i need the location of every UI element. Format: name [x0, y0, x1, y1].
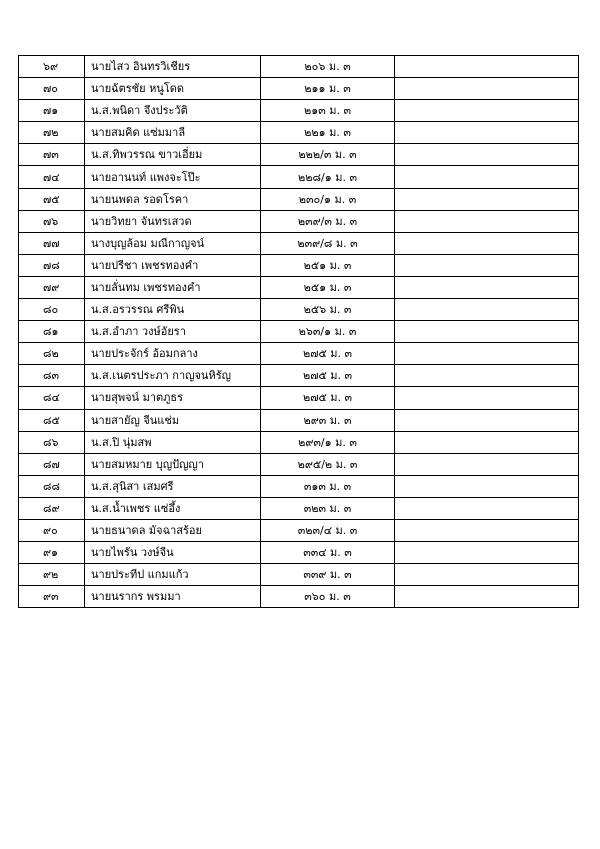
person-name: นายสมหมาย บุญปัญญา — [85, 453, 261, 475]
person-name: นายสุพจน์ มาตภูธร — [85, 387, 261, 409]
row-number: ๖๙ — [19, 56, 85, 78]
house-address: ๒๙๓ ม. ๓ — [261, 409, 395, 431]
person-name: นายสมคิด แซ่มมาลี — [85, 122, 261, 144]
house-address: ๒๕๑ ม. ๓ — [261, 254, 395, 276]
empty-cell — [395, 321, 579, 343]
house-address: ๒๓๙/๓ ม. ๓ — [261, 210, 395, 232]
empty-cell — [395, 276, 579, 298]
row-number: ๙๒ — [19, 564, 85, 586]
row-number: ๘๔ — [19, 387, 85, 409]
empty-cell — [395, 519, 579, 541]
table-row — [19, 343, 579, 365]
house-address: ๓๒๓ ม. ๓ — [261, 497, 395, 519]
house-address: ๒๓๐/๑ ม. ๓ — [261, 188, 395, 210]
person-name: นายสายัญ จีนแช่ม — [85, 409, 261, 431]
table-row — [19, 365, 579, 387]
empty-cell — [395, 409, 579, 431]
table-row — [19, 431, 579, 453]
table-row — [19, 475, 579, 497]
row-number: ๘๙ — [19, 497, 85, 519]
table-row — [19, 56, 579, 78]
table-row — [19, 210, 579, 232]
person-name: นายวิทยา จันทรเสวด — [85, 210, 261, 232]
empty-cell — [395, 475, 579, 497]
house-address: ๒๗๕ ม. ๓ — [261, 387, 395, 409]
empty-cell — [395, 122, 579, 144]
row-number: ๘๘ — [19, 475, 85, 497]
person-name: นายประจักร์ อ้อมกลาง — [85, 343, 261, 365]
table-row — [19, 299, 579, 321]
house-address: ๓๖๐ ม. ๓ — [261, 586, 395, 608]
house-address: ๒๒๒/๓ ม. ๓ — [261, 144, 395, 166]
empty-cell — [395, 365, 579, 387]
row-number: ๙๓ — [19, 586, 85, 608]
house-address: ๒๕๑ ม. ๓ — [261, 276, 395, 298]
row-number: ๗๘ — [19, 254, 85, 276]
person-name: นายอานนท์ แพงจะโป๊ะ — [85, 166, 261, 188]
row-number: ๙๐ — [19, 519, 85, 541]
person-name: นายนรากร พรมมา — [85, 586, 261, 608]
empty-cell — [395, 188, 579, 210]
person-name: นายปรีชา เพชรทองคำ — [85, 254, 261, 276]
house-address: ๓๓๙ ม. ๓ — [261, 564, 395, 586]
empty-cell — [395, 166, 579, 188]
row-number: ๘๓ — [19, 365, 85, 387]
row-number: ๗๔ — [19, 166, 85, 188]
table-row — [19, 564, 579, 586]
row-number: ๗๑ — [19, 100, 85, 122]
empty-cell — [395, 431, 579, 453]
empty-cell — [395, 343, 579, 365]
row-number: ๘๗ — [19, 453, 85, 475]
table-row — [19, 254, 579, 276]
table-row — [19, 78, 579, 100]
empty-cell — [395, 100, 579, 122]
house-address: ๒๙๕/๒ ม. ๓ — [261, 453, 395, 475]
row-number: ๗๗ — [19, 232, 85, 254]
house-address: ๓๓๔ ม. ๓ — [261, 542, 395, 564]
row-number: ๘๕ — [19, 409, 85, 431]
house-address: ๒๒๘/๑ ม. ๓ — [261, 166, 395, 188]
house-address: ๓๒๓/๔ ม. ๓ — [261, 519, 395, 541]
empty-cell — [395, 254, 579, 276]
table-row — [19, 586, 579, 608]
house-address: ๒๒๑ ม. ๓ — [261, 122, 395, 144]
row-number: ๗๖ — [19, 210, 85, 232]
row-number: ๗๕ — [19, 188, 85, 210]
person-name: นางบุญล้อม มณีกาญจน์ — [85, 232, 261, 254]
person-name: น.ส.ปิ นุ่มสพ — [85, 431, 261, 453]
empty-cell — [395, 78, 579, 100]
row-number: ๗๒ — [19, 122, 85, 144]
table-row — [19, 542, 579, 564]
empty-cell — [395, 144, 579, 166]
table-row — [19, 144, 579, 166]
person-name: นายลั่นทม เพชรทองคำ — [85, 276, 261, 298]
house-address: ๒๙๓/๑ ม. ๓ — [261, 431, 395, 453]
table-row — [19, 409, 579, 431]
house-address: ๒๓๙/๘ ม. ๓ — [261, 232, 395, 254]
table-row — [19, 232, 579, 254]
person-name: น.ส.ทิพวรรณ ขาวเอี่ยม — [85, 144, 261, 166]
empty-cell — [395, 453, 579, 475]
row-number: ๘๖ — [19, 431, 85, 453]
row-number: ๘๑ — [19, 321, 85, 343]
empty-cell — [395, 299, 579, 321]
person-name: น.ส.อำภา วงษ์อัยรา — [85, 321, 261, 343]
table-row — [19, 122, 579, 144]
house-address: ๒๑๓ ม. ๓ — [261, 100, 395, 122]
row-number: ๘๒ — [19, 343, 85, 365]
table-row — [19, 188, 579, 210]
row-number: ๙๑ — [19, 542, 85, 564]
row-number: ๗๓ — [19, 144, 85, 166]
house-address: ๒๕๖ ม. ๓ — [261, 299, 395, 321]
empty-cell — [395, 210, 579, 232]
row-number: ๗๙ — [19, 276, 85, 298]
row-number: ๗๐ — [19, 78, 85, 100]
table-row — [19, 387, 579, 409]
person-name: นายประทีป แกมแก้ว — [85, 564, 261, 586]
person-name: น.ส.อรวรรณ ศรีพิน — [85, 299, 261, 321]
row-number: ๘๐ — [19, 299, 85, 321]
person-name: น.ส.สุนิสา เสมศรี — [85, 475, 261, 497]
roster-table-body — [19, 56, 579, 608]
person-name: นายไพรัน วงษ์จีน — [85, 542, 261, 564]
person-name: นายไสว อินทรวิเชียร — [85, 56, 261, 78]
person-name: นายธนาดล มัจฉาสร้อย — [85, 519, 261, 541]
house-address: ๒๗๕ ม. ๓ — [261, 343, 395, 365]
house-address: ๒๖๓/๑ ม. ๓ — [261, 321, 395, 343]
house-address: ๓๑๓ ม. ๓ — [261, 475, 395, 497]
roster-table — [18, 55, 579, 608]
person-name: น.ส.พนิดา จึงประวัติ — [85, 100, 261, 122]
table-row — [19, 276, 579, 298]
table-row — [19, 497, 579, 519]
table-row — [19, 321, 579, 343]
empty-cell — [395, 387, 579, 409]
table-row — [19, 166, 579, 188]
house-address: ๒๐๖ ม. ๓ — [261, 56, 395, 78]
empty-cell — [395, 564, 579, 586]
person-name: นายฉัตรชัย หนูโดด — [85, 78, 261, 100]
house-address: ๒๑๑ ม. ๓ — [261, 78, 395, 100]
table-row — [19, 100, 579, 122]
empty-cell — [395, 586, 579, 608]
empty-cell — [395, 542, 579, 564]
table-row — [19, 453, 579, 475]
empty-cell — [395, 56, 579, 78]
house-address: ๒๗๕ ม. ๓ — [261, 365, 395, 387]
empty-cell — [395, 497, 579, 519]
person-name: นายนพดล รอดโรคา — [85, 188, 261, 210]
table-row — [19, 519, 579, 541]
empty-cell — [395, 232, 579, 254]
person-name: น.ส.น้ำเพชร แซ่อึ้ง — [85, 497, 261, 519]
person-name: น.ส.เนตรประภา กาญจนหิรัญ — [85, 365, 261, 387]
